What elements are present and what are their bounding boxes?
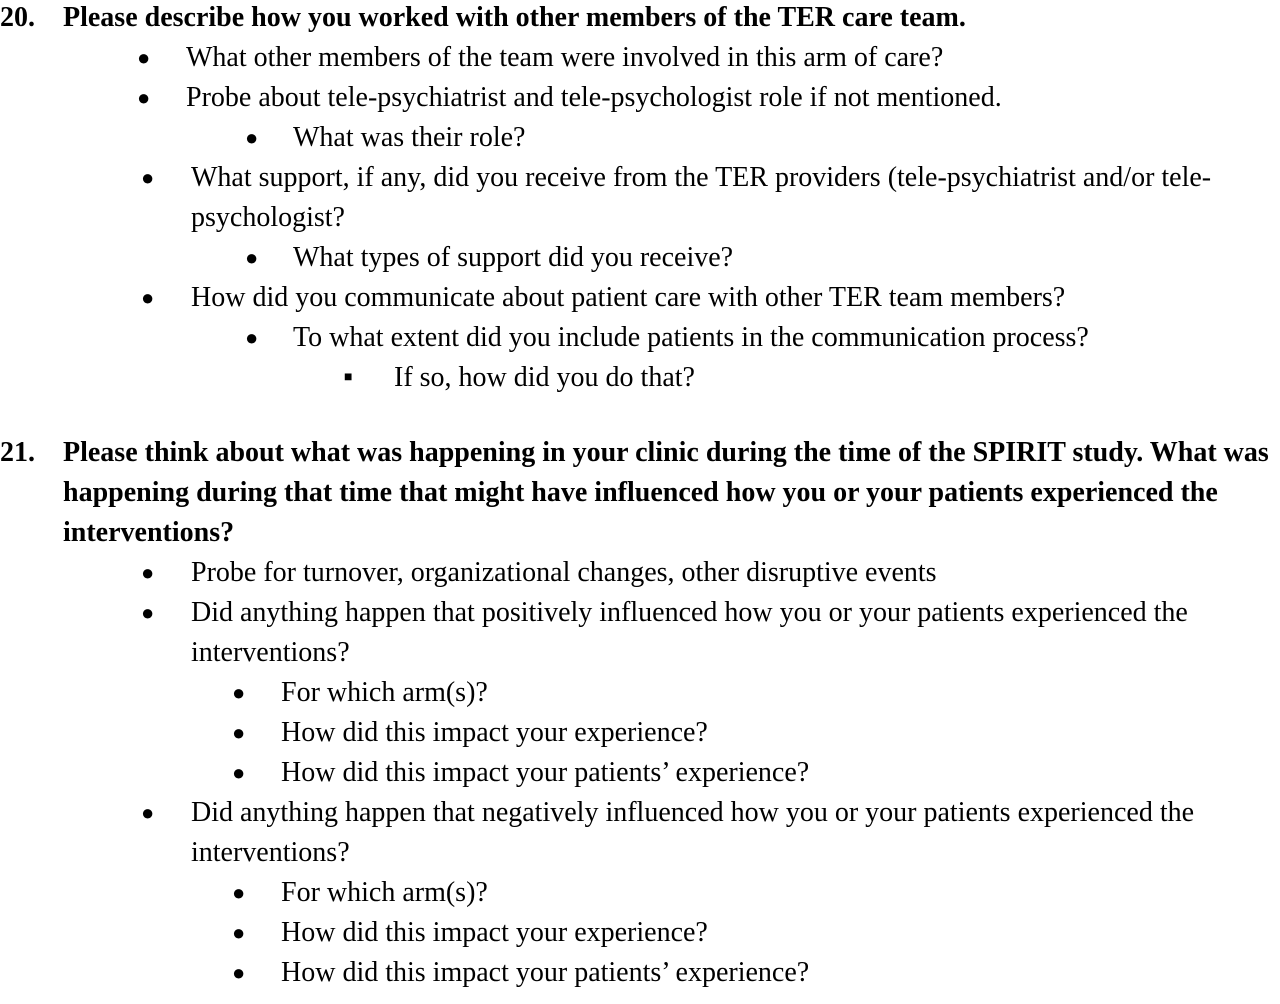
- list-item: [0, 753, 1280, 793]
- list-item: [0, 38, 1280, 78]
- list-item-text: How did this impact your experience?: [281, 717, 708, 748]
- list-item: [0, 318, 1280, 358]
- list-item: [0, 953, 1280, 993]
- list-item-text: What support, if any, did you receive from the TER providers (tele-psychiatrist and/or tele-psychologist?: [191, 162, 1212, 233]
- bullet-icon: ●: [245, 125, 259, 150]
- list-item: [0, 553, 1280, 593]
- bullet-icon: ●: [232, 880, 246, 905]
- bullet-icon: ●: [232, 680, 246, 705]
- bullet-icon: ●: [232, 760, 246, 785]
- list-item-text: Did anything happen that positively influenced how you or your patients experienced the interventions?: [191, 597, 1188, 668]
- bullet-icon: ●: [141, 285, 155, 310]
- bullet-icon: ●: [141, 165, 155, 190]
- bullet-icon: ●: [137, 45, 151, 70]
- list-item-text: Probe for turnover, organizational changes, other disruptive events: [191, 557, 937, 588]
- square-bullet-icon: ■: [344, 370, 353, 385]
- list-item: [0, 118, 1280, 158]
- list-item: [0, 793, 1280, 873]
- bullet-icon: ●: [137, 85, 151, 110]
- list-item-text: How did this impact your experience?: [281, 917, 708, 948]
- list-item-text: If so, how did you do that?: [394, 362, 695, 393]
- question-20-title: Please describe how you worked with other members of the TER care team.: [63, 2, 966, 33]
- list-item: [0, 78, 1280, 118]
- list-item-text: What types of support did you receive?: [293, 242, 734, 273]
- question-21: [0, 433, 1280, 553]
- section-spacer: [0, 398, 1280, 433]
- list-item: [0, 873, 1280, 913]
- question-20: [0, 0, 1280, 38]
- question-21-title: Please think about what was happening in your clinic during the time of the SPIRIT study. What was happening during that time that might have influenced how you or your patients experienced the interventions?: [63, 437, 1269, 548]
- list-item: [0, 278, 1280, 318]
- bullet-icon: ●: [232, 960, 246, 985]
- question-21-number: 21.: [0, 437, 35, 468]
- list-item-text: For which arm(s)?: [281, 877, 488, 908]
- list-item-text: What was their role?: [293, 122, 526, 153]
- bullet-icon: ●: [141, 560, 155, 585]
- list-item-text: Did anything happen that negatively influenced how you or your patients experienced the interventions?: [191, 797, 1195, 868]
- list-item: [0, 158, 1280, 238]
- list-item: [0, 713, 1280, 753]
- bullet-icon: ●: [245, 245, 259, 270]
- list-item: [0, 673, 1280, 713]
- list-item: [0, 358, 1280, 398]
- list-item-text: How did this impact your patients’ experience?: [281, 957, 810, 988]
- list-item-text: How did this impact your patients’ experience?: [281, 757, 810, 788]
- list-item: [0, 593, 1280, 673]
- bullet-icon: ●: [141, 600, 155, 625]
- list-item-text: To what extent did you include patients in the communication process?: [293, 322, 1089, 353]
- question-20-number: 20.: [0, 2, 35, 33]
- list-item-text: Probe about tele-psychiatrist and tele-psychologist role if not mentioned.: [186, 82, 1002, 113]
- list-item-text: How did you communicate about patient care with other TER team members?: [191, 282, 1066, 313]
- list-item: [0, 238, 1280, 278]
- bullet-icon: ●: [141, 800, 155, 825]
- list-item: [0, 913, 1280, 953]
- bullet-icon: ●: [232, 720, 246, 745]
- bullet-icon: ●: [245, 325, 259, 350]
- list-item-text: What other members of the team were involved in this arm of care?: [186, 42, 944, 73]
- bullet-icon: ●: [232, 920, 246, 945]
- list-item-text: For which arm(s)?: [281, 677, 488, 708]
